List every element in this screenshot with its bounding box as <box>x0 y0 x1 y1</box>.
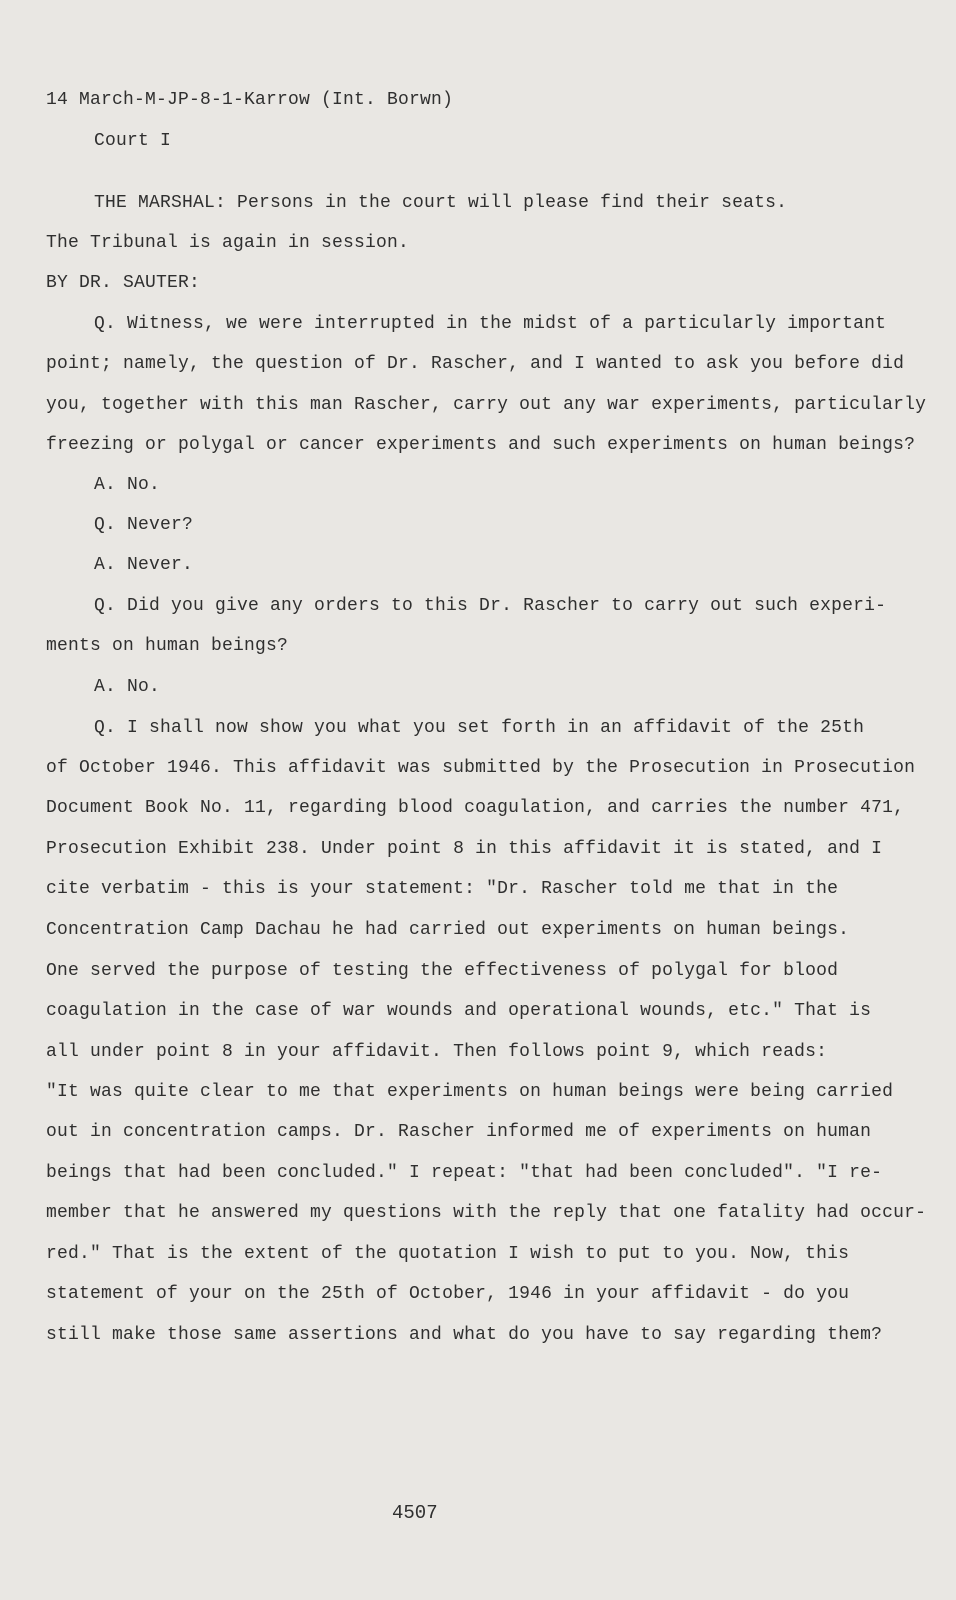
text-line: A. No. <box>94 475 161 495</box>
text-line: out in concentration camps. Dr. Rascher informed me of experiments on human <box>46 1122 872 1142</box>
text-line: statement of your on the 25th of October, 1946 in your affidavit - do you <box>46 1284 850 1304</box>
text-line: Q. Did you give any orders to this Dr. Rascher to carry out such experi- <box>94 596 887 616</box>
text-line: cite verbatim - this is your statement: "Dr. Rascher told me that in the <box>46 879 839 899</box>
header-reference: 14 March-M-JP-8-1-Karrow (Int. Borwn) <box>46 90 454 110</box>
text-line: Q. Never? <box>94 515 194 535</box>
text-line: ments on human beings? <box>46 636 289 656</box>
text-line: Q. Witness, we were interrupted in the midst of a particularly important <box>94 314 887 334</box>
page-number: 4507 <box>392 1502 438 1524</box>
text-line: BY DR. SAUTER: <box>46 273 201 293</box>
text-line: "It was quite clear to me that experiments on human beings were being carried <box>46 1082 894 1102</box>
text-line: coagulation in the case of war wounds and operational wounds, etc." That is <box>46 1001 872 1021</box>
text-line: Document Book No. 11, regarding blood coagulation, and carries the number 471, <box>46 798 905 818</box>
text-line: Q. I shall now show you what you set forth in an affidavit of the 25th <box>94 718 865 738</box>
text-line: A. No. <box>94 677 161 697</box>
text-line: of October 1946. This affidavit was submitted by the Prosecution in Prosecution <box>46 758 916 778</box>
text-line: member that he answered my questions with the reply that one fatality had occur- <box>46 1203 927 1223</box>
text-line: THE MARSHAL: Persons in the court will please find their seats. <box>94 193 788 213</box>
text-line: beings that had been concluded." I repeat: "that had been concluded". "I re- <box>46 1163 883 1183</box>
text-line: One served the purpose of testing the effectiveness of polygal for blood <box>46 961 839 981</box>
text-line: you, together with this man Rascher, carry out any war experiments, particularly <box>46 395 927 415</box>
text-line: A. Never. <box>94 555 194 575</box>
text-line: The Tribunal is again in session. <box>46 233 410 253</box>
text-line: still make those same assertions and what do you have to say regarding them? <box>46 1325 883 1345</box>
text-line: Prosecution Exhibit 238. Under point 8 in this affidavit it is stated, and I <box>46 839 883 859</box>
text-line: point; namely, the question of Dr. Rascher, and I wanted to ask you before did <box>46 354 905 374</box>
text-line: freezing or polygal or cancer experiments and such experiments on human beings? <box>46 435 916 455</box>
text-line: all under point 8 in your affidavit. Then follows point 9, which reads: <box>46 1042 828 1062</box>
text-line: red." That is the extent of the quotation I wish to put to you. Now, this <box>46 1244 850 1264</box>
court-label: Court I <box>94 131 172 151</box>
text-line: Concentration Camp Dachau he had carried out experiments on human beings. <box>46 920 850 940</box>
